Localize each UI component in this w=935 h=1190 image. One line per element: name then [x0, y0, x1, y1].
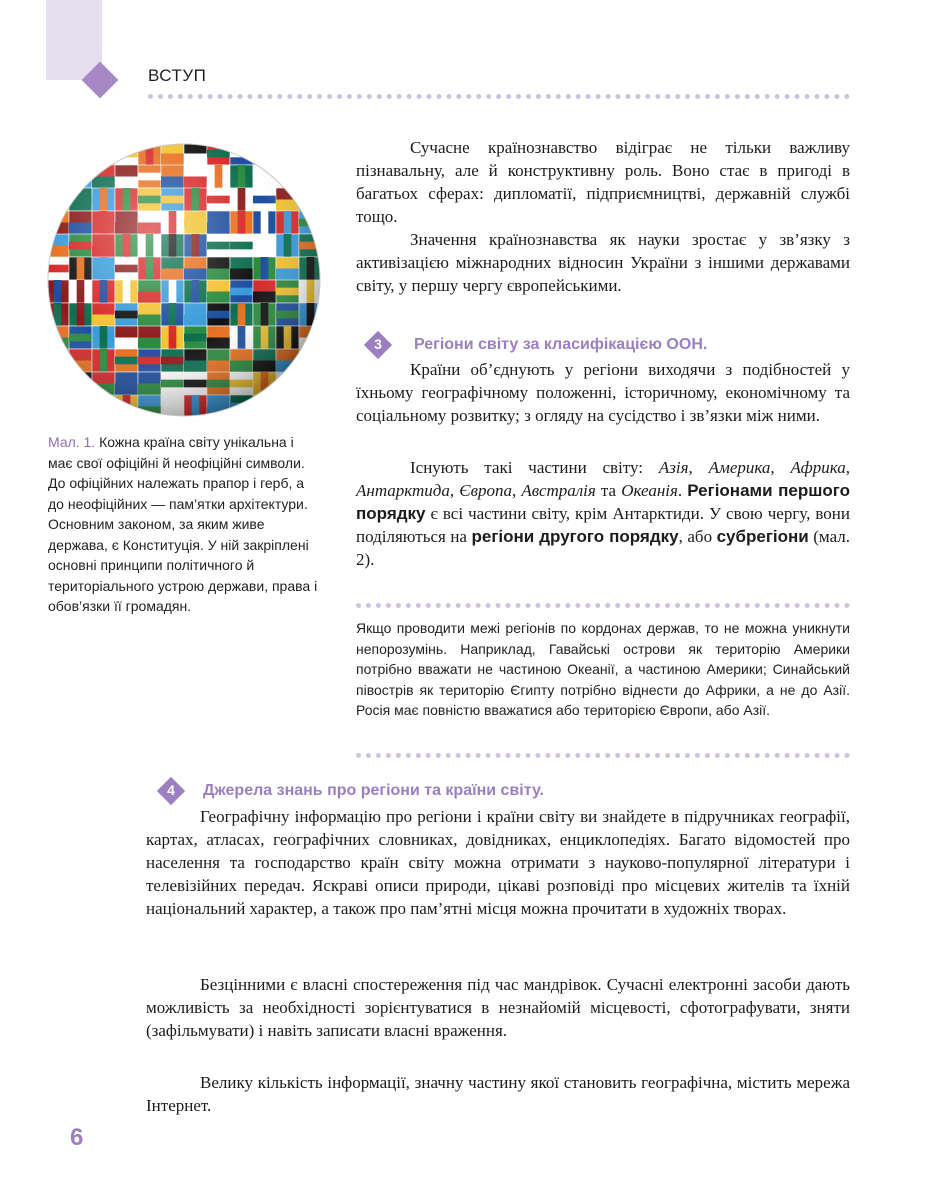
text-run: , [449, 481, 460, 500]
text-run: , або [678, 527, 717, 546]
header-divider [148, 94, 850, 99]
intro-paragraph-1: Сучасне країнознавство відіграє не тільки важливу пізнавальну, але й конструктивну роль. Воно стає в пригоді в багатьох сферах: дипломатії, підприємництві, державній службі тощо. [356, 138, 850, 226]
text-run: , [512, 481, 522, 500]
term-america: Америка [708, 458, 771, 477]
text-run: є всі частини світу, крім Антарктиди. У свою чергу, вони поділяються на [356, 504, 850, 546]
term-europe: Європа [459, 481, 513, 500]
section-4-paragraph-3: Велику кількість інформації, значну частину якої становить географічна, містить мережа Інтернет. [146, 1073, 850, 1115]
term-second-order-regions: регіони другого порядку [471, 527, 679, 546]
text-run: . [677, 481, 688, 500]
figure-caption-text: Кожна країна світу унікальна і має свої офіційні й неофіційні символи. До офіційних належать прапор і герб, а до неофіційних — пам’ятки архітектури. Основним законом, за яким живе держава, є Конституція. У ній закріплені основні принципи політичного й територіального устрою держави, права і обов’язки її громадян. [48, 434, 318, 614]
text-run: , [845, 458, 850, 477]
term-subregions: субрегіони [716, 527, 809, 546]
section-3-heading: Регіони світу за класифікацією ООН. [414, 336, 708, 353]
text-run: та [595, 481, 622, 500]
section-title: ВСТУП [148, 66, 207, 85]
term-africa: Африка [790, 458, 846, 477]
section-3-paragraph-1: Країни об’єднують у регіони виходячи з подібностей у їхньому географічному положенні, історичному, економічному та соціальному розвитку; з огляду на сусідство і зв’язки між ними. [356, 360, 850, 425]
intro-paragraph-2: Значення країнознавства як науки зростає у зв’язку з активізацією міжнародних відносин України з іншими державами світу, у першу чергу європейськими. [356, 230, 850, 295]
flags-globe-icon [46, 142, 322, 418]
section-4-paragraph-2: Безцінними є власні спостереження під час мандрівок. Сучасні електронні засоби дають можливість за необхідності зорієнтуватися в незнайомій місцевості, сфотографувати, зняти (зафільмувати) і навіть записати власні враження. [146, 975, 850, 1040]
section-3-badge [364, 331, 392, 359]
page-number: 6 [70, 1124, 84, 1151]
flags-globe-image [46, 142, 322, 418]
section-4-heading: Джерела знань про регіони та країни світу. [203, 782, 544, 799]
figure-caption-label: Мал. 1. [48, 434, 96, 450]
note-top-divider [356, 603, 850, 608]
section-4-badge [157, 777, 185, 805]
section-3-number: 3 [374, 336, 382, 352]
term-antarctica: Антарктида [356, 481, 450, 500]
text-run: Існують такі частини світу: [410, 458, 659, 477]
term-oceania: Океанія [621, 481, 678, 500]
note-bottom-divider [356, 753, 850, 758]
term-first-order-regions: Регіонами першого порядку [356, 481, 851, 523]
text-run: , [688, 458, 709, 477]
section-4-number: 4 [167, 782, 175, 798]
section-4-paragraph-1: Географічну інформацію про регіони і країни світу ви знайдете в підручниках географії, картах, атласах, географічних словниках, довідниках, енциклопедіях. Багато відомостей про населення та господарство країн світу можна отримати з науково-популярної літератури і телевізійних передач. Яскраві описи природи, цікаві розповіді про місцевих жителів та їхній національний характер, а також про пам’ятні місця можна прочитати в художніх творах. [146, 807, 850, 918]
text-run: , [770, 458, 791, 477]
figure-caption [48, 432, 320, 617]
term-asia: Азія [658, 458, 689, 477]
text-run: (мал. 2). [356, 527, 850, 569]
note-box-text: Якщо проводити межі регіонів по кордонах держав, то не можна уникнути непорозумінь. Наприклад, Гавайські острови як територію Америки потрібно вважати не частиною Океанії, а частиною Америки; Синайський півострів як територію Єгипту потрібно віднести до Африки, а не до Азії. Росія має повністю вважатися або територією Європи, або Азії. [356, 620, 850, 718]
term-australia: Австралія [521, 481, 596, 500]
section-3-paragraph-2 [356, 456, 850, 571]
